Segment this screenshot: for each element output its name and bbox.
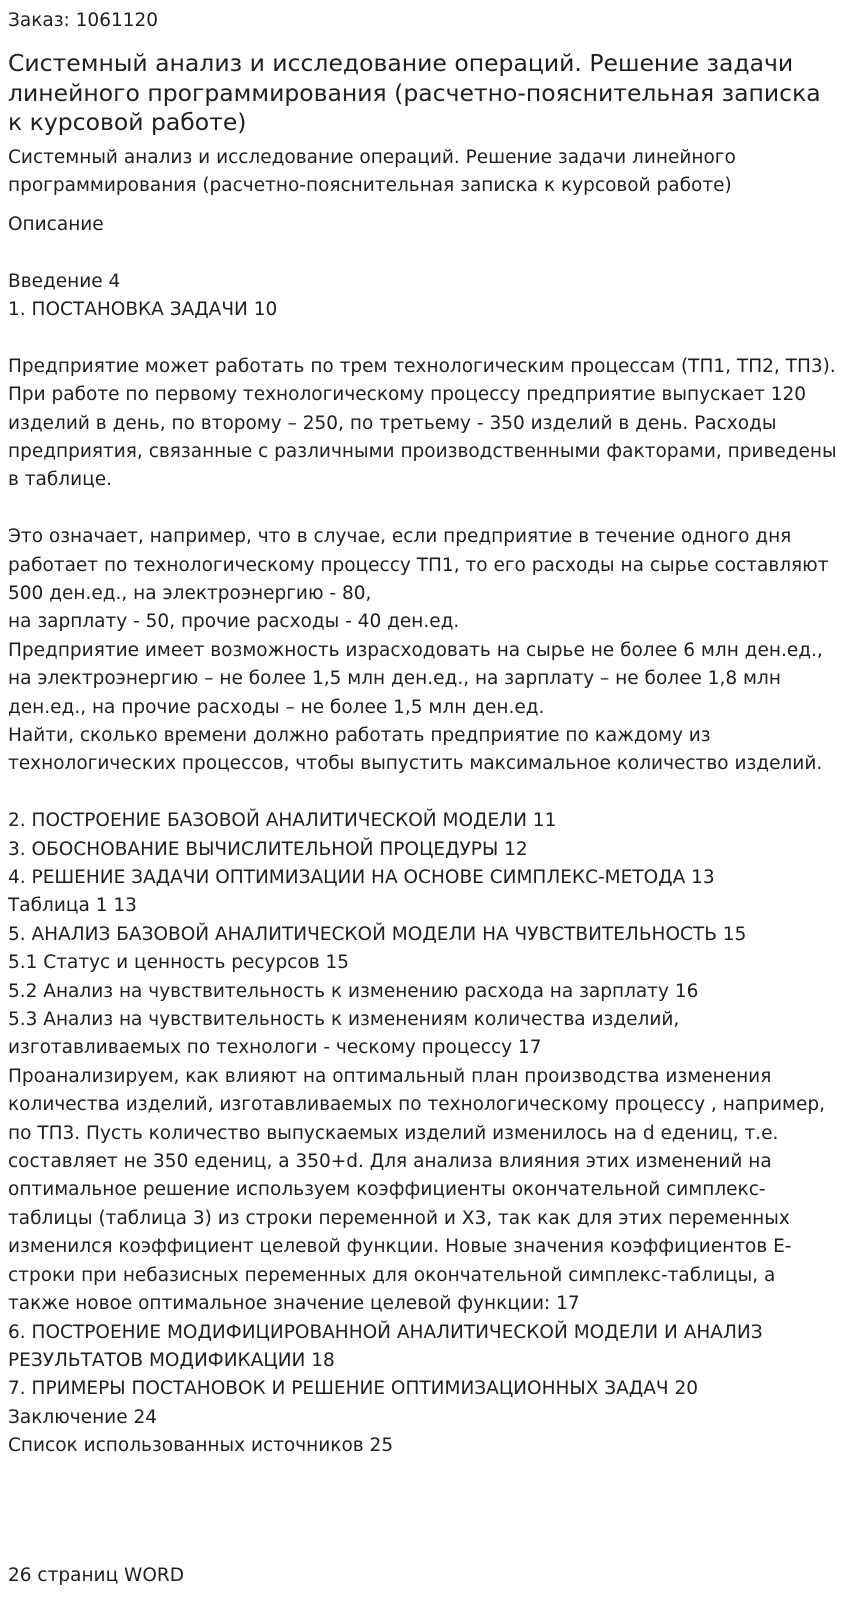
problem-paragraph-5: Найти, сколько времени должно работать предприятие по каждому из технологических процессов, чтобы выпустить максимальное количество изделий. bbox=[8, 724, 823, 775]
problem-paragraph-4: Предприятие имеет возможность израсходовать на сырье не более 6 млн ден.ед., на электроэнергию – не более 1,5 млн ден.ед., на зарплату – не более 1,8 млн ден.ед., на прочие расходы – не более 1,5 млн ден.ед. bbox=[8, 639, 823, 718]
problem-paragraph-1: Предприятие может работать по трем технологическим процессам (ТП1, ТП2, ТП3). При работе по первому технологическому процессу предприятие выпускает 120 изделий в день, по второму – 250, по третьему - 350 изделий в день. Расходы предприятия, связанные с различными производственными факторами, приведены в таблице. bbox=[8, 355, 837, 491]
toc-references: Список использованных источников 25 bbox=[8, 1435, 394, 1457]
toc-introduction: Введение 4 bbox=[8, 270, 121, 292]
toc-section-3: 3. ОБОСНОВАНИЕ ВЫЧИСЛИТЕЛЬНОЙ ПРОЦЕДУРЫ 12 bbox=[8, 838, 528, 860]
toc-section-5-3: 5.3 Анализ на чувствительность к изменениям количества изделий, изготавливаемых по технологи - ческому процессу 17 bbox=[8, 1009, 680, 1059]
blank-line bbox=[8, 239, 839, 267]
toc-table-1: Таблица 1 13 bbox=[8, 895, 137, 917]
toc-section-1: 1. ПОСТАНОВКА ЗАДАЧИ 10 bbox=[8, 298, 278, 320]
problem-paragraph-2: Это означает, например, что в случае, если предприятие в течение одного дня работает по технологическому процессу ТП1, то его расходы на сырье составляют 500 ден.ед., на электроэнергию - 80, bbox=[8, 526, 829, 604]
toc-section-5: 5. АНАЛИЗ БАЗОВОЙ АНАЛИТИЧЕСКОЙ МОДЕЛИ НА ЧУВСТВИТЕЛЬНОСТЬ 15 bbox=[8, 923, 747, 945]
toc-section-5-2: 5.2 Анализ на чувствительность к изменению расхода на зарплату 16 bbox=[8, 980, 699, 1002]
order-number: Заказ: 1061120 bbox=[8, 10, 159, 31]
page-title: Системный анализ и исследование операций. Решение задачи линейного программирования (расчетно-пояснительная записка к курсовой работе) bbox=[8, 49, 821, 137]
toc-section-4: 4. РЕШЕНИЕ ЗАДАЧИ ОПТИМИЗАЦИИ НА ОСНОВЕ СИМПЛЕКС-МЕТОДА 13 bbox=[8, 867, 715, 888]
toc-section-2: 2. ПОСТРОЕНИЕ БАЗОВОЙ АНАЛИТИЧЕСКОЙ МОДЕЛИ 11 bbox=[8, 810, 557, 832]
page-count: 26 страниц WORD bbox=[8, 1565, 184, 1586]
toc-section-5-1: 5.1 Статус и ценность ресурсов 15 bbox=[8, 952, 350, 974]
problem-paragraph-3: на зарплату - 50, прочие расходы - 40 ден.ед. bbox=[8, 611, 460, 633]
blank-line bbox=[8, 779, 839, 807]
description-label: Описание bbox=[8, 213, 104, 235]
blank-line bbox=[8, 495, 839, 523]
description-content bbox=[8, 239, 839, 1460]
page-subtitle: Системный анализ и исследование операций. Решение задачи линейного программирования (расчетно-пояснительная записка к курсовой работе) bbox=[8, 146, 736, 197]
analysis-paragraph: Проанализируем, как влияют на оптимальный план производства изменения количества изделий, изготавливаемых по технологическому процессу , например, по ТП3. Пусть количество выпускаемых изделий изменилось на d едениц, т.е. составляет не 350 едениц, а 350+d. Для анализа влияния этих изменений на оптимальное решение используем коэффициенты окончательной симплекс-таблицы (таблица 3) из строки переменной и X3, так как для этих переменных изменился коэффициент целевой функции. Новые значения коэффициентов Е-строки при небазисных переменных для окончательной симплекс-таблицы, а также новое оптимальное значение целевой функции: 17 bbox=[8, 1065, 825, 1315]
toc-section-7: 7. ПРИМЕРЫ ПОСТАНОВОК И РЕШЕНИЕ ОПТИМИЗАЦИОННЫХ ЗАДАЧ 20 bbox=[8, 1378, 699, 1400]
blank-line bbox=[8, 324, 839, 352]
toc-section-6: 6. ПОСТРОЕНИЕ МОДИФИЦИРОВАННОЙ АНАЛИТИЧЕСКОЙ МОДЕЛИ И АНАЛИЗ РЕЗУЛЬТАТОВ МОДИФИКАЦИИ 18 bbox=[8, 1321, 763, 1371]
toc-conclusion: Заключение 24 bbox=[8, 1406, 158, 1428]
